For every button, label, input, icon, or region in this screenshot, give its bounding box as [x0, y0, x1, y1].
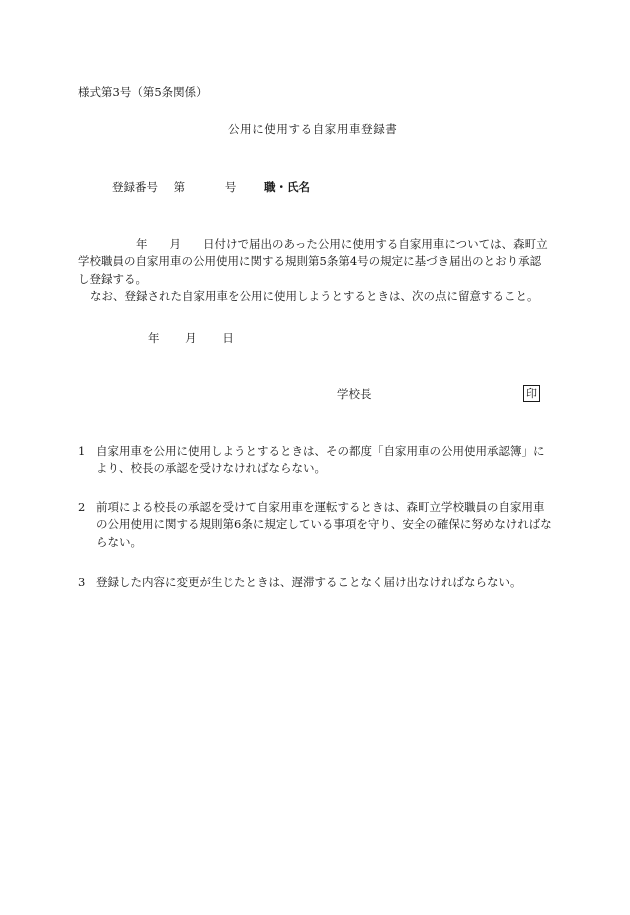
item-number: 2 [78, 500, 86, 514]
item-number: 3 [78, 575, 86, 589]
form-number: 様式第3号（第5条関係） [78, 85, 208, 99]
position-name-label: 職・氏名 [263, 180, 310, 194]
item-text: 自家用車を公用に使用しようとするときは、その都度「自家用車の公用使用承認簿」により、校長の承認を受けなければならない。 [96, 444, 545, 476]
registration-dai-label: 第 [173, 180, 186, 194]
note-text: なお、登録された自家用車を公用に使用しようとするときは、次の点に留意すること。 [90, 289, 539, 304]
principal-label: 学校長 [337, 387, 372, 401]
date-year-label: 年 [148, 331, 160, 345]
list-item [78, 574, 552, 591]
list-item [78, 499, 552, 551]
item-text: 前項による校長の承認を受けて自家用車を運転するときは、森町立学校職員の自家用車の公用使用に関する規則第6条に規定している事項を守り、安全の確保に努めなければならない。 [96, 500, 552, 549]
document-title: 公用に使用する自家用車登録書 [228, 122, 398, 136]
body-month-label: 月 [169, 237, 181, 251]
approval-paragraph [78, 236, 552, 306]
date-month-label: 月 [185, 331, 197, 345]
registration-number-row [112, 179, 310, 196]
date-day-label: 日 [222, 331, 234, 345]
item-text: 登録した内容に変更が生じたときは、遅滞することなく届け出なければならない。 [96, 575, 522, 589]
list-item [78, 443, 552, 478]
issue-date-row [148, 330, 234, 347]
approval-text: 日付けで届出のあった公用に使用する自家用車については、森町立学校職員の自家用車の公用使用に関する規則第5条第4号の規定に基づき届出のとおり承認し登録する。 [78, 237, 548, 286]
registration-go-label: 号 [224, 180, 237, 194]
item-number: 1 [78, 444, 86, 458]
registration-number-label: 登録番号 [112, 180, 158, 194]
seal-mark: 印 [523, 385, 540, 402]
body-year-label: 年 [136, 237, 148, 251]
